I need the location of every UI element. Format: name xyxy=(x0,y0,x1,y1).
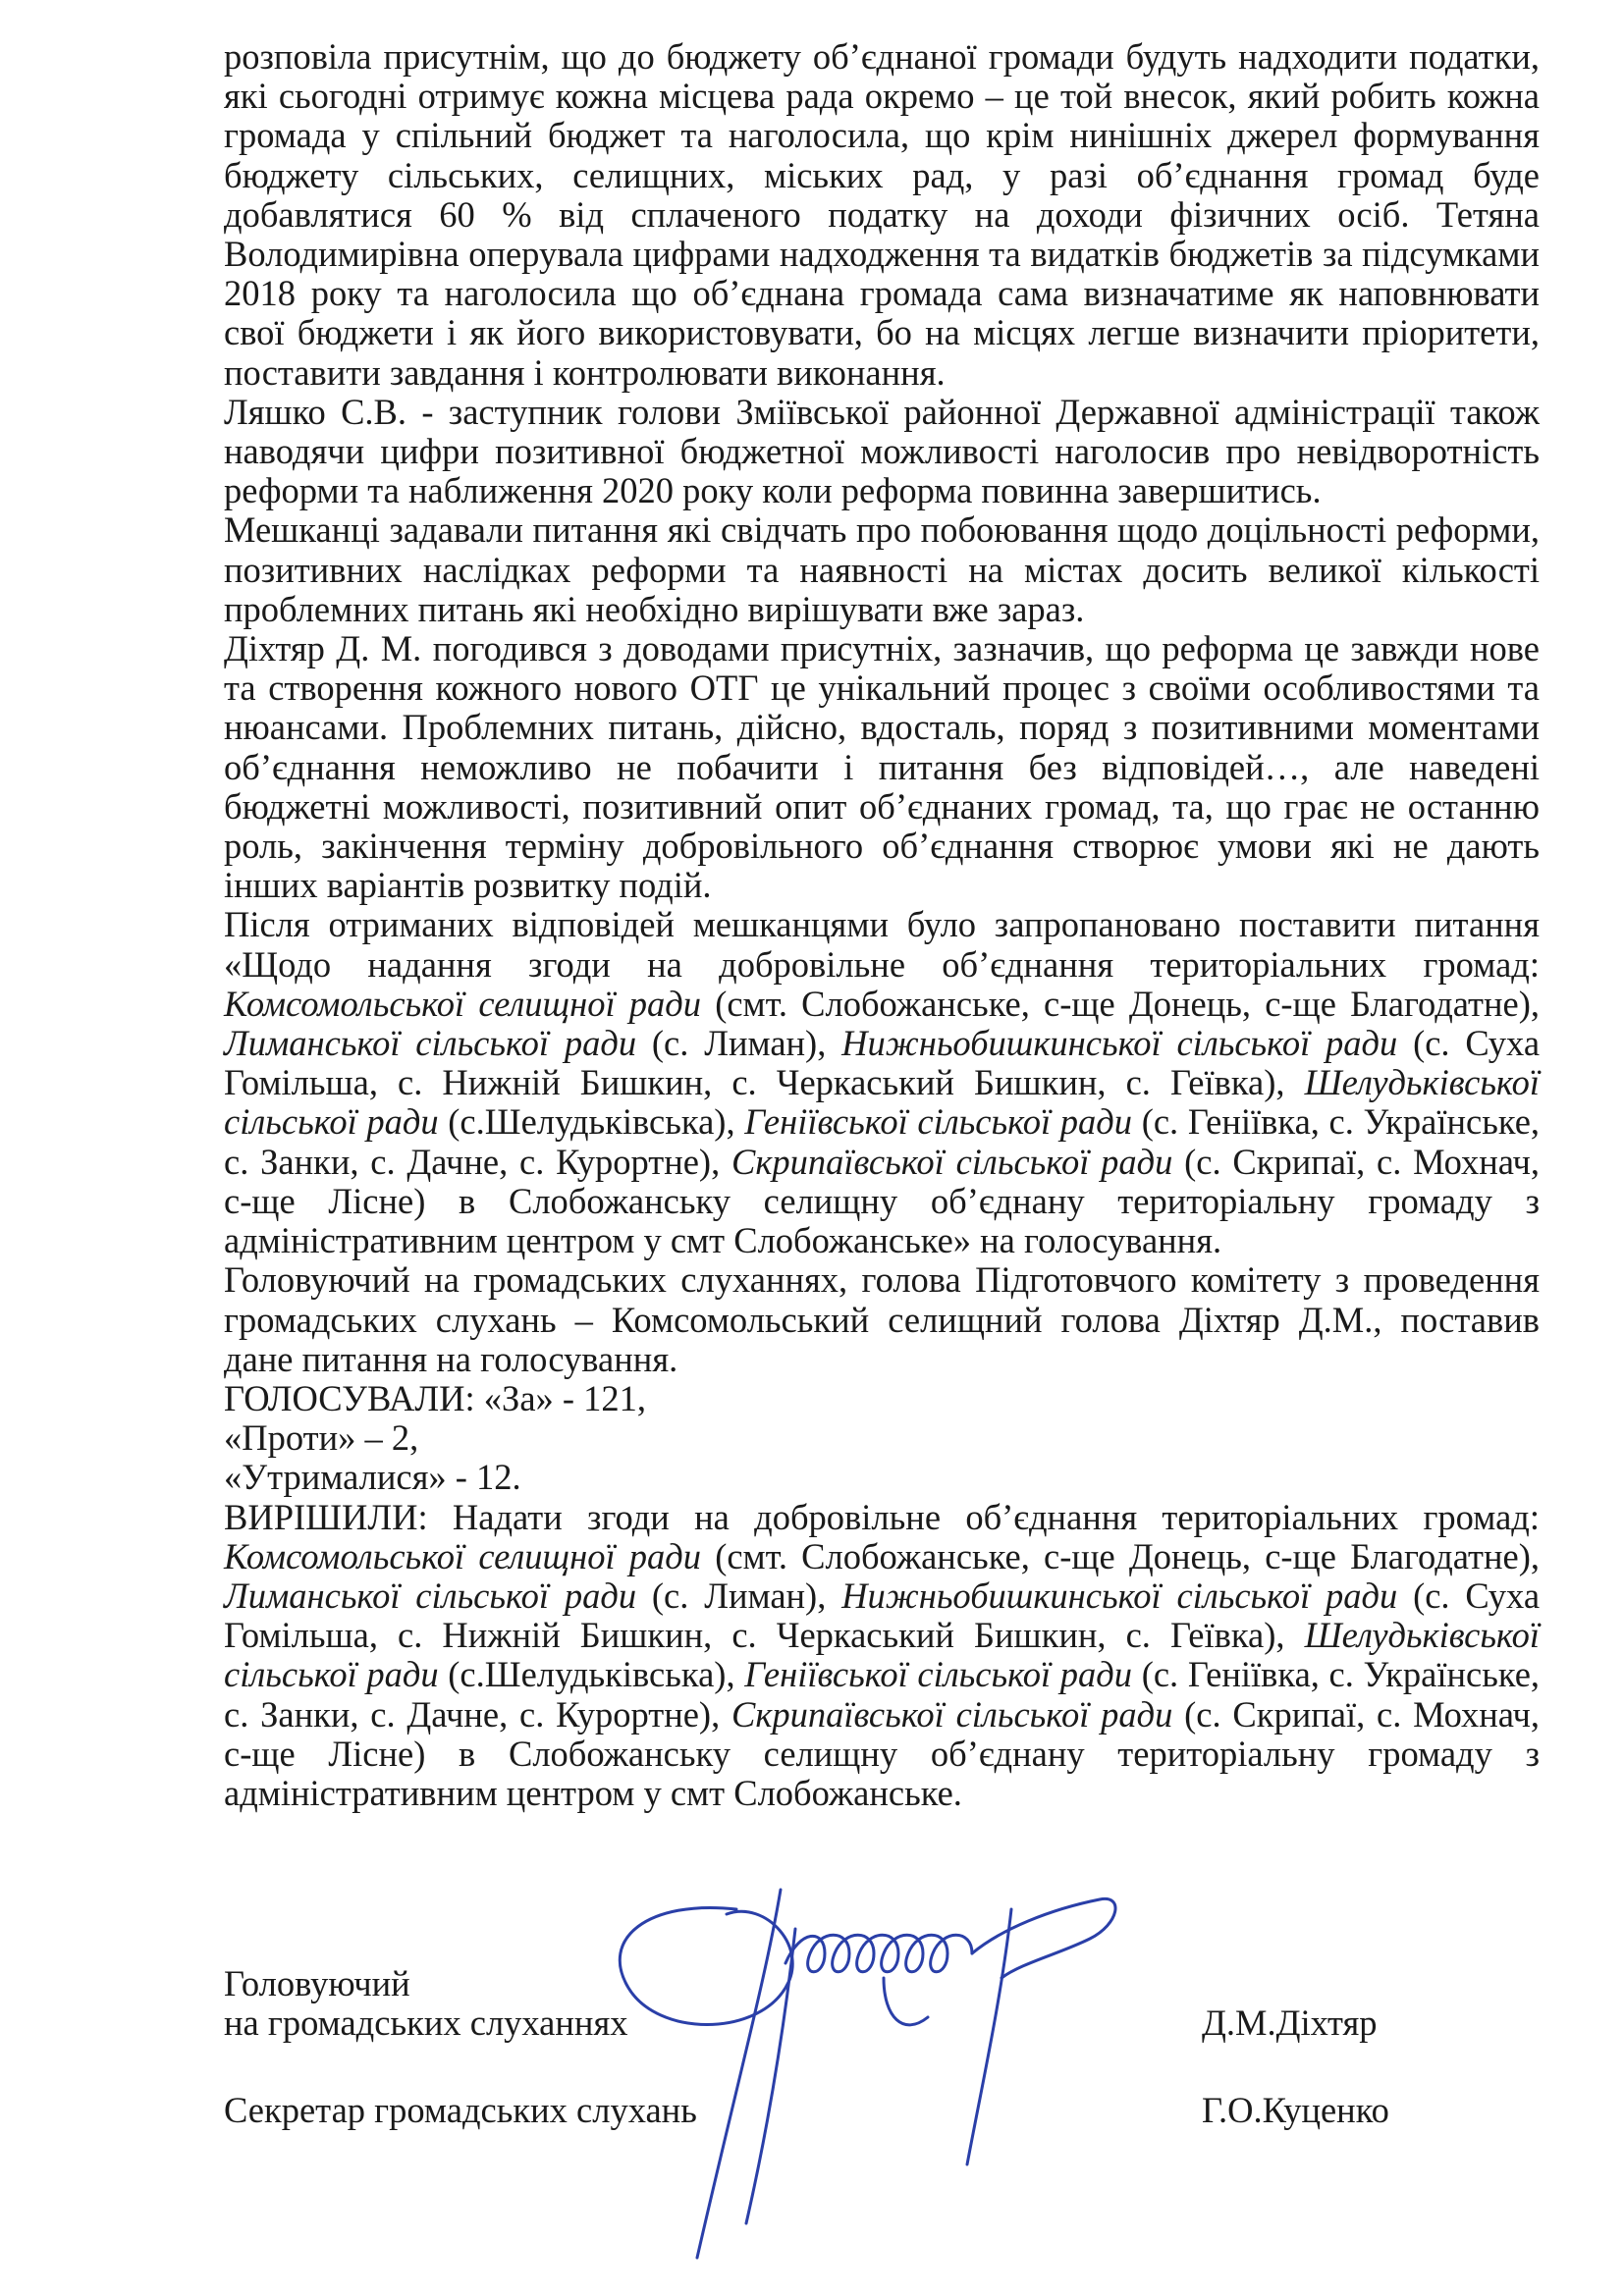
council-villages: (с.Шелудьківська), xyxy=(448,1101,735,1143)
council-name: Лиманської сільської ради xyxy=(224,1575,637,1616)
document-body xyxy=(224,37,1540,1813)
council-name: Шелудьківської сільської ради xyxy=(224,1062,1541,1143)
council-name: Нижньобишкинської сільської ради xyxy=(841,1023,1398,1064)
chair-title xyxy=(224,1964,627,2043)
paragraph-lyashko: Ляшко С.В. - заступник голови Зміївської районної Державної адміністрації також наводячи цифри позитивної бюджетної можливості наголосив про невідворотність реформи та наближення 2020 року коли реформа повинна завершитись. xyxy=(224,391,1540,511)
council-name: Комсомольської селищної ради xyxy=(224,1535,702,1576)
council-name: Шелудьківської сільської ради xyxy=(224,1615,1541,1695)
council-name: Нижньобишкинської сільської ради xyxy=(841,1575,1398,1616)
council-name: Геніївської сільської ради xyxy=(744,1654,1133,1695)
paragraph-chair: Головуючий на громадських слуханнях, голова Підготовчого комітету з проведення громадських слухань – Комсомольський селищний голова Діхтяр Д.М., поставив дане питання на голосування. xyxy=(224,1259,1540,1379)
council-villages: (с.Шелудьківська), xyxy=(448,1654,735,1695)
paragraph-proposal xyxy=(224,905,1540,1260)
paragraph-decision xyxy=(224,1498,1540,1814)
chair-title-line2: на громадських слуханнях xyxy=(224,2002,628,2043)
paragraph-budget: розповіла присутнім, що до бюджету об’єднаної громади будуть надходити податки, які сьогодні отримує кожна місцева рада окремо – це той внесок, який робить кожна громада у спільний бюджет та наголосила, що крім нинішніх джерел формування бюджету сільських, селищних, міських рад, у разі об’єднання громад буде добавлятися 60 % від сплаченого податку на доходи фізичних осіб. Тетяна Володимирівна оперувала цифрами надходження та видатків бюджетів за підсумками 2018 року та наголосила що об’єднана громада сама визначатиме як наповнювати свої бюджети і як його використовувати, бо на місцях легше визначити пріоритети, поставити завдання і контролювати виконання. xyxy=(224,36,1540,393)
council-villages: (смт. Слобожанське, с-ще Донець, с-ще Благодатне), xyxy=(715,1535,1541,1576)
council-name: Геніївської сільської ради xyxy=(744,1101,1133,1143)
chair-name: Д.М.Діхтяр xyxy=(1202,2002,1378,2043)
proposal-intro: Після отриманих відповідей мешканцями було запропановано поставити питання «Щодо надання згоди на добровільне об’єднання територіальних громад: xyxy=(224,904,1540,985)
secretary-name: Г.О.Куценко xyxy=(1202,2090,1389,2130)
council-name: Скрипаївської сільської ради xyxy=(731,1141,1173,1182)
council-villages: (с. Скрипаї, с. Мохнач, с-ще Лісне) в Слобожанську селищну об’єднану територіальну громаду з адміністративним центром у смт Слобожанське. xyxy=(224,1693,1541,1813)
council-villages: (с. Скрипаї, с. Мохнач, с-ще Лісне) в Слобожанську селищну об’єднану територіальну громаду з адміністративним центром у смт Слобожанське» на голосування. xyxy=(224,1141,1541,1261)
council-villages: (с. Лиман), xyxy=(651,1023,827,1064)
council-villages: (смт. Слобожанське, с-ще Донець, с-ще Благодатне), xyxy=(715,983,1541,1024)
council-villages: (с. Суха Гомільша, с. Нижній Бишкин, с. Черкаський Бишкин, с. Геївка), xyxy=(224,1575,1541,1656)
decision-intro: ВИРІШИЛИ: Надати згоди на добровільне об’єднання територіальних громад: xyxy=(224,1496,1540,1537)
vote-results xyxy=(224,1379,1540,1498)
vote-for: ГОЛОСУВАЛИ: «За» - 121, xyxy=(224,1377,647,1418)
council-name: Скрипаївської сільської ради xyxy=(731,1693,1173,1735)
vote-abstained: «Утрималися» - 12. xyxy=(224,1457,521,1498)
paragraph-residents: Мешканці задавали питання які свідчать про побоювання щодо доцільності реформи, позитивних наслідках реформи та наявності на містах досить великої кількості проблемних питань які необхідно вирішувати вже зараз. xyxy=(224,509,1540,629)
council-name: Комсомольської селищної ради xyxy=(224,983,702,1024)
council-villages: (с. Суха Гомільша, с. Нижній Бишкин, с. Черкаський Бишкин, с. Геївка), xyxy=(224,1023,1541,1103)
secretary-title: Секретар громадських слухань xyxy=(224,2090,697,2130)
paragraph-dikhtyar: Діхтяр Д. М. погодився з доводами присутніх, зазначив, що реформа це завжди нове та створення кожного нового ОТГ це унікальний процес з своїми особливостями та нюансами. Проблемних питань, дійсно, вдосталь, поряд з позитивними моментами об’єднання неможливо не побачити і питання без відповідей…, але наведені бюджетні можливості, позитивний опит об’єднаних громад, та, що грає не останню роль, закінчення терміну добровільного об’єднання створює умови які не дають інших варіантів розвитку подій. xyxy=(224,628,1540,906)
council-villages: (с. Геніївка, с. Українське, с. Занки, с. Дачне, с. Курортне), xyxy=(224,1101,1541,1182)
council-name: Лиманської сільської ради xyxy=(224,1023,637,1064)
council-villages: (с. Лиман), xyxy=(651,1575,827,1616)
vote-against: «Проти» – 2, xyxy=(224,1417,419,1459)
handwritten-signature xyxy=(589,1870,1139,2263)
council-villages: (с. Геніївка, с. Українське, с. Занки, с. Дачне, с. Курортне), xyxy=(224,1654,1541,1735)
chair-title-line1: Головуючий xyxy=(224,1963,410,2003)
